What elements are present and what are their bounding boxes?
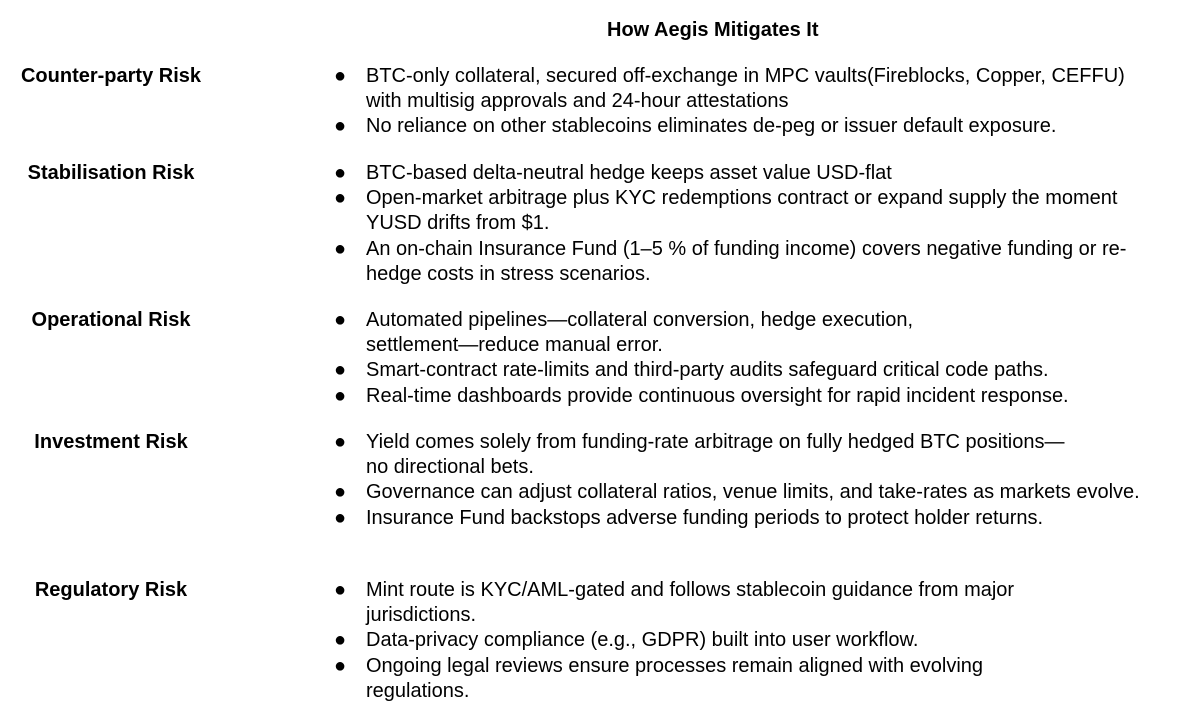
mitigation-list bbox=[330, 430, 1150, 531]
bullet-icon: ● bbox=[333, 629, 347, 652]
bullet-icon: ● bbox=[333, 359, 347, 382]
mitigation-item bbox=[330, 308, 1006, 358]
risk-name: Counter-party Risk bbox=[20, 65, 202, 87]
mitigation-text: Governance can adjust collateral ratios, venue limits, and take-rates as markets evolve. bbox=[366, 481, 1140, 504]
mitigation-item bbox=[330, 628, 1150, 653]
bullet-icon: ● bbox=[333, 187, 347, 210]
risk-name: Stabilisation Risk bbox=[27, 162, 195, 184]
risk-name: Investment Risk bbox=[34, 431, 188, 453]
risk-name: Operational Risk bbox=[31, 309, 191, 331]
mitigation-item bbox=[330, 114, 1150, 139]
bullet-icon: ● bbox=[333, 237, 347, 260]
mitigation-text: Mint route is KYC/AML-gated and follows stablecoin guidance from major jurisdictions. bbox=[366, 579, 1015, 627]
mitigation-text: BTC-based delta-neutral hedge keeps asset value USD-flat bbox=[366, 162, 892, 184]
bullet-icon: ● bbox=[333, 506, 347, 529]
mitigation-item bbox=[330, 430, 1066, 480]
mitigation-item bbox=[330, 480, 1178, 505]
mitigation-item bbox=[330, 161, 1150, 186]
bullet-icon: ● bbox=[333, 115, 347, 138]
mitigation-item bbox=[330, 358, 1150, 383]
bullet-icon: ● bbox=[333, 481, 347, 504]
bullet-icon: ● bbox=[333, 309, 347, 331]
mitigation-item bbox=[330, 578, 1121, 628]
mitigation-column-title: How Aegis Mitigates It bbox=[607, 19, 819, 41]
mitigation-item bbox=[330, 506, 1150, 531]
mitigation-item bbox=[330, 237, 1176, 287]
mitigation-item bbox=[330, 64, 1126, 114]
bullet-icon: ● bbox=[333, 384, 347, 407]
mitigation-text: Insurance Fund backstops adverse funding periods to protect holder returns. bbox=[366, 506, 1044, 529]
mitigation-item bbox=[330, 384, 1150, 409]
mitigation-text: Open-market arbitrage plus KYC redemptions contract or expand supply the moment YUSD drifts from $1. bbox=[366, 187, 1118, 235]
bullet-icon: ● bbox=[333, 654, 347, 677]
bullet-icon: ● bbox=[333, 162, 347, 184]
risk-name: Regulatory Risk bbox=[34, 579, 188, 601]
mitigation-text: Real-time dashboards provide continuous oversight for rapid incident response. bbox=[366, 384, 1069, 407]
bullet-icon: ● bbox=[333, 65, 347, 87]
mitigation-list bbox=[330, 64, 1150, 140]
mitigation-text: Yield comes solely from funding-rate arbitrage on fully hedged BTC positions—no directional bets. bbox=[366, 431, 1065, 479]
mitigation-item bbox=[330, 186, 1141, 236]
table-header bbox=[0, 17, 1182, 43]
mitigation-text: An on-chain Insurance Fund (1–5 % of funding income) covers negative funding or re-hedge costs in stress scenarios. bbox=[366, 237, 1127, 285]
mitigation-text: Automated pipelines—collateral conversion, hedge execution, settlement—reduce manual error. bbox=[366, 309, 914, 357]
mitigation-list bbox=[330, 308, 1150, 409]
mitigation-list bbox=[330, 578, 1150, 704]
mitigation-text: No reliance on other stablecoins eliminates de-peg or issuer default exposure. bbox=[366, 115, 1057, 138]
mitigation-text: Smart-contract rate-limits and third-party audits safeguard critical code paths. bbox=[366, 359, 1049, 382]
bullet-icon: ● bbox=[333, 579, 347, 601]
mitigation-text: Data-privacy compliance (e.g., GDPR) built into user workflow. bbox=[366, 629, 919, 652]
mitigation-text: BTC-only collateral, secured off-exchange in MPC vaults(Fireblocks, Copper, CEFFU) with multisig approvals and 24-hour attestations bbox=[366, 65, 1125, 113]
bullet-icon: ● bbox=[333, 431, 347, 453]
mitigation-item bbox=[330, 654, 1086, 704]
mitigation-text: Ongoing legal reviews ensure processes remain aligned with evolving regulations. bbox=[366, 654, 984, 702]
mitigation-list bbox=[330, 161, 1150, 287]
